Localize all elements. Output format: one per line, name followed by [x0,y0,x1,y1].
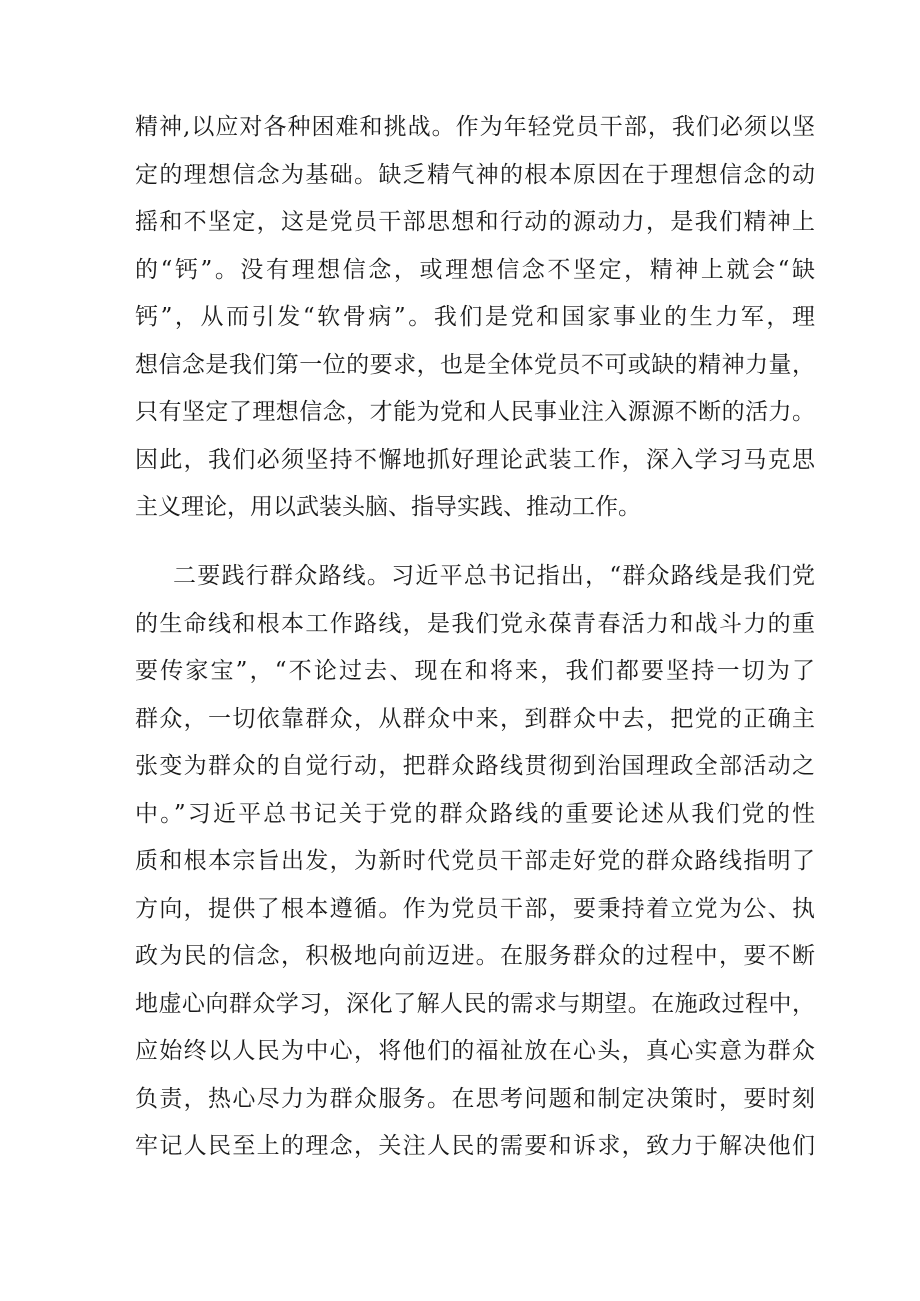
text-line: 方向，提供了根本遵循。作为党员干部，要秉持着立党为公、执 [135,896,815,922]
text-line: 中。”习近平总书记关于党的群众路线的重要论述从我们党的性 [135,801,815,827]
text-line: 主义理论，用以武装头脑、指导实践、推动工作。 [135,494,641,520]
text-line: 因此，我们必须坚持不懈地抓好理论武装工作，深入学习马克思 [135,447,815,473]
text-line: 摇和不坚定，这是党员干部思想和行动的源动力，是我们精神上 [135,209,815,235]
text-line: 应始终以人民为中心，将他们的福祉放在心头，真心实意为群众 [135,1038,815,1064]
text-line: 的“钙”。没有理想信念，或理想信念不坚定，精神上就会“缺 [135,257,815,283]
paragraph-heading-line: 二要践行群众路线。习近平总书记指出，“群众路线是我们党 [173,563,815,589]
text-line: 只有坚定了理想信念，才能为党和人民事业注入源源不断的活力。 [135,399,815,425]
text-line: 定的理想信念为基础。缺乏精气神的根本原因在于理想信念的动 [135,162,815,188]
text-line: 想信念是我们第一位的要求，也是全体党员不可或缺的精神力量， [135,352,815,378]
text-line: 牢记人民至上的理念，关注人民的需要和诉求，致力于解决他们 [135,1133,815,1159]
text-line: 钙”，从而引发“软骨病”。我们是党和国家事业的生力军，理 [135,304,815,330]
text-line: 要传家宝”，“不论过去、现在和将来，我们都要坚持一切为了 [135,658,815,684]
text-line: 群众，一切依靠群众，从群众中来，到群众中去，把党的正确主 [135,706,815,732]
text-line: 的生命线和根本工作路线，是我们党永葆青春活力和战斗力的重 [135,611,815,637]
text-line: 政为民的信念，积极地向前迈进。在服务群众的过程中，要不断 [135,943,815,969]
text-line: 张变为群众的自觉行动，把群众路线贯彻到治国理政全部活动之 [135,753,815,779]
text-line: 地虚心向群众学习，深化了解人民的需求与期望。在施政过程中， [135,991,815,1017]
text-line: 质和根本宗旨出发，为新时代党员干部走好党的群众路线指明了 [135,848,815,874]
text-line: 精神,以应对各种困难和挑战。作为年轻党员干部，我们必须以坚 [135,114,815,140]
text-line: 负责，热心尽力为群众服务。在思考问题和制定决策时，要时刻 [135,1086,815,1112]
